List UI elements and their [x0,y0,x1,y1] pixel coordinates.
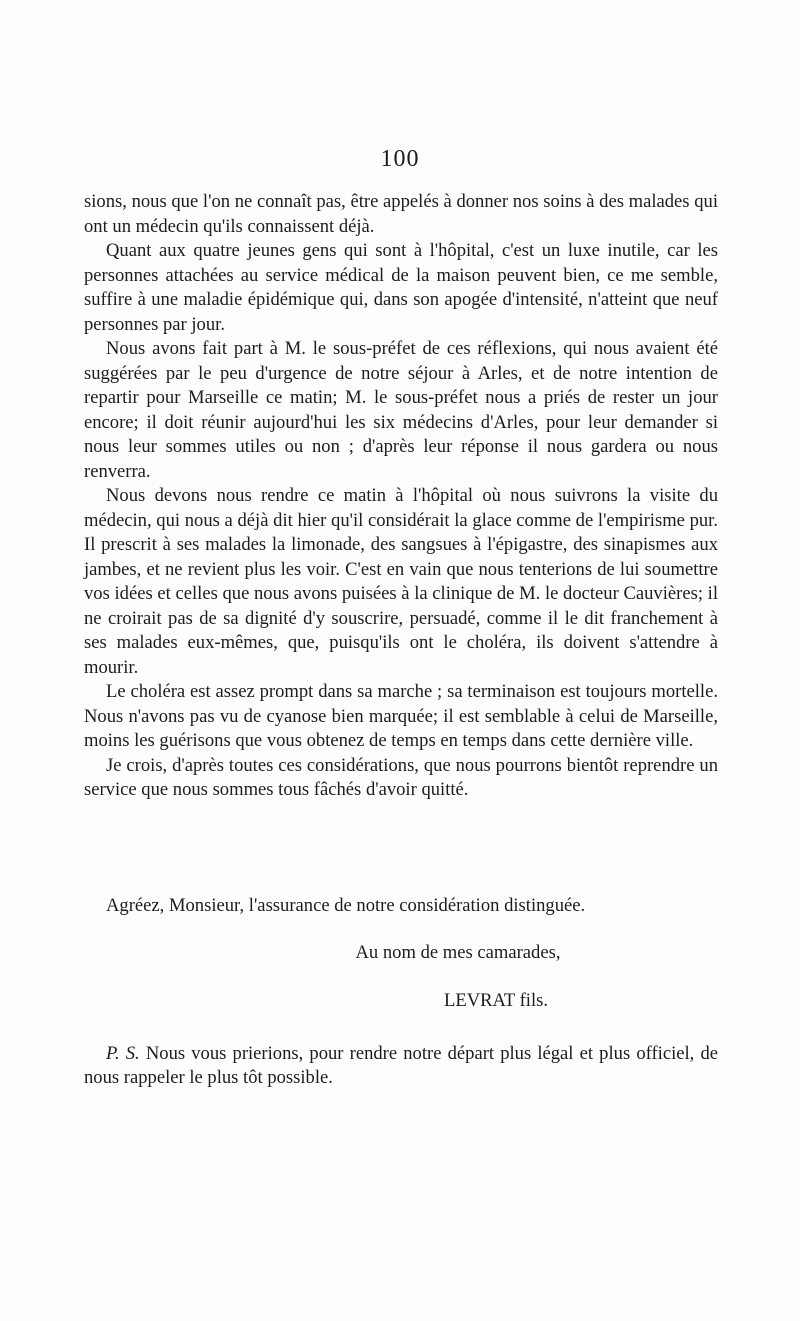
closing-salutation: Agréez, Monsieur, l'assurance de notre considération distinguée. [106,895,586,916]
signature: LEVRAT fils. [444,990,548,1011]
postscript-text: Nous vous prierions, pour rendre notre départ plus légal et plus officiel, de nous rappeler le plus tôt possible. [84,1043,719,1088]
on-behalf-line: Au nom de mes camarades, [355,942,561,963]
paragraph-hospital-students: Quant aux quatre jeunes gens qui sont à l'hôpital, c'est un luxe inutile, car les personnes attachées au service médical de la maison peuvent bien, ce me semble, suffire à une maladie épidémique qui, dans son apogée d'intensité, n'atteint que neuf personnes par jour. [84,240,718,335]
letter-body [84,190,718,803]
paragraph-cholera-course: Le choléra est assez prompt dans sa marche ; sa terminaison est toujours mortelle. Nous n'avons pas vu de cyanose bien marquée; il est semblable à celui de Marseille, moins les guérisons que vous obtenez de temps en temps dans cette dernière ville. [84,681,718,751]
page-number: 100 [380,146,420,172]
paragraph-continuation: sions, nous que l'on ne connaît pas, être appelés à donner nos soins à des malades qui ont un médecin qu'ils connaissent déjà. [84,191,718,237]
paragraph-conclusion: Je crois, d'après toutes ces considérations, que nous pourrons bientôt reprendre un service que nous sommes tous fâchés d'avoir quitté. [84,754,718,800]
paragraph-sous-prefet: Nous avons fait part à M. le sous-préfet de ces réflexions, qui nous avaient été suggérées par le peu d'urgence de notre séjour à Arles, et de notre intention de repartir pour Marseille ce matin; M. le sous-préfet nous a priés de rester un jour encore; il doit réunir aujourd'hui les six médecins d'Arles, pour leur demander si nous leur sommes utiles ou non ; d'après leur réponse il nous gardera ou nous renverra. [84,338,718,482]
postscript [84,1042,718,1090]
postscript-label: P. S. [106,1043,140,1064]
paragraph-hospital-visit: Nous devons nous rendre ce matin à l'hôpital où nous suivrons la visite du médecin, qui nous a déjà dit hier qu'il considérait la glace comme de l'empirisme pur. Il prescrit à ses malades la limonade, des sangsues à l'épigastre, des sinapismes aux jambes, et ne revient plus les voir. C'est en vain que nous tenterions de lui soumettre vos idées et celles que nous avons puisées à la clinique de M. le docteur Cauvières; il ne croirait pas de sa dignité d'y souscrire, persuadé, comme il le dit franchement à ses malades eux-mêmes, que, puisqu'ils ont le choléra, ils doivent s'attendre à mourir. [84,485,718,678]
